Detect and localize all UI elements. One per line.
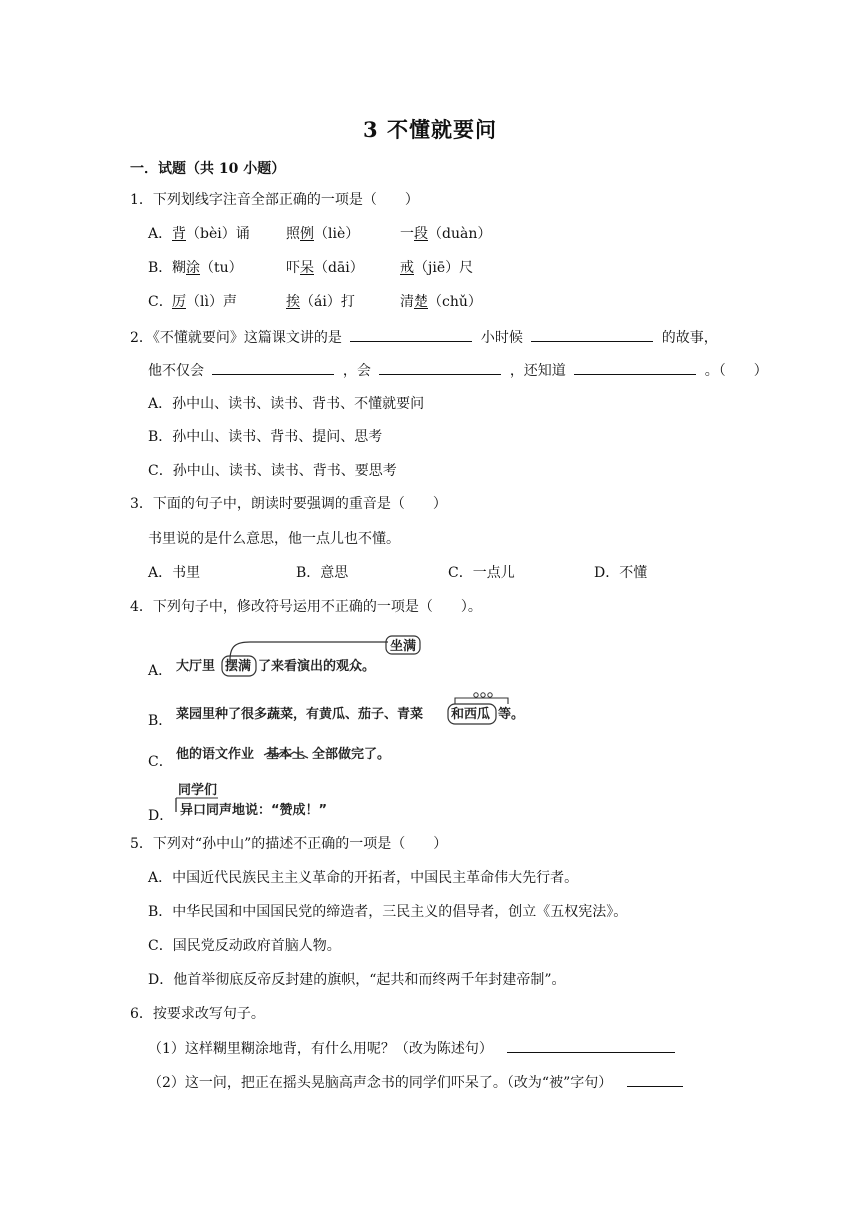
page-title: 3 不懂就要问	[363, 117, 497, 142]
q2-blank-1[interactable]	[350, 327, 472, 342]
q3-option-b[interactable]: B．意思	[296, 565, 349, 581]
q4-option-c-letter[interactable]: C．	[148, 754, 173, 770]
q2-line1	[130, 327, 718, 348]
word-pinyin: （bèi）诵	[186, 226, 250, 242]
underlined-character: 厉	[172, 294, 186, 310]
q4-a-text-pre: 大厅里	[176, 659, 216, 674]
underlined-character: 段	[414, 226, 428, 242]
q2-option-a[interactable]: A．孙中山、读书、读书、背书、不懂就要问	[148, 396, 425, 412]
q4-option-b-edit-image	[170, 690, 530, 726]
q2-text-g: 。（ ）	[704, 363, 768, 379]
q1-option-a-word-1	[172, 224, 250, 244]
word-pinyin: （lì）声	[186, 294, 237, 310]
q4-d-text: 异口同声地说：“赞成！”	[180, 803, 328, 818]
q4-stem: 4．下列句子中，修改符号运用不正确的一项是（ ）。	[130, 599, 482, 615]
q6-answer-blank-1[interactable]	[507, 1038, 675, 1053]
q2-blank-4[interactable]	[379, 360, 501, 375]
q2-blank-2[interactable]	[531, 327, 653, 342]
word-pinyin: （tu）	[200, 260, 243, 276]
q2-text-e: ，会	[342, 363, 371, 379]
q5-option-d[interactable]: D．他首举彻底反帝反封建的旗帜，“起共和而终两千年封建帝制”。	[148, 972, 566, 988]
q5-option-c[interactable]: C．国民党反动政府首脑人物。	[148, 938, 341, 954]
q6-item-1-text: （1）这样糊里糊涂地背，有什么用呢？（改为陈述句）	[148, 1041, 493, 1057]
q1-option-c-word-3	[400, 292, 482, 312]
q4-option-d-letter[interactable]: D．	[148, 808, 174, 824]
q5-stem: 5．下列对“孙中山”的描述不正确的一项是（ ）	[130, 836, 448, 852]
q4-option-a-letter[interactable]: A．	[148, 663, 173, 679]
q4-c-text-post: 全部做完了。	[312, 747, 391, 762]
q6-answer-blank-2[interactable]	[627, 1072, 683, 1087]
q4-b-post-text: 等。	[498, 707, 525, 722]
section-heading: 一．试题（共 10 小题）	[130, 161, 286, 177]
q5-option-a[interactable]: A．中国近代民族民主主义革命的开拓者，中国民主革命伟大先行者。	[148, 870, 579, 886]
q3-stem: 3．下面的句子中，朗读时要强调的重音是（ ）	[130, 496, 447, 512]
word-prefix: 照	[286, 226, 300, 242]
word-pinyin: （dāi）	[314, 260, 364, 276]
q6-stem: 6．按要求改写句子。	[130, 1006, 265, 1022]
q4-a-text-post: 了来看演出的观众。	[258, 659, 376, 674]
underlined-character: 例	[300, 226, 314, 242]
q4-a-boxed-text: 摆满	[225, 659, 252, 674]
q2-text-c: 的故事，	[661, 330, 718, 346]
q6-item-2	[148, 1072, 687, 1093]
word-pinyin: （duàn）	[428, 226, 492, 242]
q2-text-b: 小时候	[480, 330, 523, 346]
q1-option-b-word-1	[172, 258, 243, 278]
underlined-character: 挨	[286, 294, 300, 310]
q2-option-b[interactable]: B．孙中山、读书、背书、提问、思考	[148, 429, 383, 445]
q1-option-a-word-3	[400, 224, 491, 244]
q2-blank-5[interactable]	[574, 360, 696, 375]
q4-a-insert-text: 坐满	[390, 639, 417, 654]
underlined-character: 戒	[400, 260, 414, 276]
q4-option-c-edit-image	[170, 738, 410, 768]
q4-c-text-pre: 他的语文作业	[176, 747, 255, 762]
q1-option-b-word-3	[400, 258, 473, 278]
q3-option-a[interactable]: A．书里	[148, 565, 201, 581]
q1-stem: 1．下列划线字注音全部正确的一项是（ ）	[130, 192, 419, 208]
q4-option-b-letter[interactable]: B．	[148, 713, 173, 729]
q1-option-c-letter[interactable]: C．	[148, 294, 173, 310]
q3-option-c[interactable]: C．一点儿	[448, 565, 515, 581]
q2-text-d: 他不仅会	[148, 363, 204, 379]
q4-b-text: 菜园里种了很多蔬菜，有黄瓜、茄子、青菜	[176, 707, 424, 722]
q4-option-a-edit-image	[170, 632, 430, 680]
q2-option-c[interactable]: C．孙中山、读书、读书、背书、要思考	[148, 463, 397, 479]
underlined-character: 背	[172, 226, 186, 242]
underlined-character: 呆	[300, 260, 314, 276]
q5-option-b[interactable]: B．中华民国和中国国民党的缔造者，三民主义的倡导者，创立《五权宪法》。	[148, 904, 628, 920]
q3-sentence: 书里说的是什么意思，他一点儿也不懂。	[148, 531, 400, 547]
q2-text-f: ，还知道	[509, 363, 566, 379]
q1-option-c-word-2	[286, 292, 355, 312]
word-prefix: 一	[400, 226, 414, 242]
word-prefix: 清	[400, 294, 414, 310]
underlined-character: 涂	[186, 260, 200, 276]
word-pinyin: （ái）打	[300, 294, 355, 310]
word-pinyin: （jiē）尺	[414, 260, 474, 276]
word-prefix: 吓	[286, 260, 300, 276]
word-pinyin: （chǔ）	[428, 294, 482, 310]
q3-option-d[interactable]: D．不懂	[594, 565, 648, 581]
q4-b-boxed-text: 和西瓜	[451, 707, 491, 722]
word-prefix: 糊	[172, 260, 186, 276]
q6-item-2-text: （2）这一问，把正在摇头晃脑高声念书的同学们吓呆了。（改为“被”字句）	[148, 1075, 613, 1091]
q1-option-b-letter[interactable]: B．	[148, 260, 173, 276]
q6-item-1	[148, 1038, 679, 1059]
q1-option-a-word-2	[286, 224, 359, 244]
q1-option-c-word-1	[172, 292, 237, 312]
q2-line2	[148, 360, 768, 381]
word-pinyin: （liè）	[314, 226, 360, 242]
q2-text-a: 2．《不懂就要问》这篇课文讲的是	[130, 330, 342, 346]
q4-d-insert-text: 同学们	[178, 783, 218, 798]
underlined-character: 楚	[414, 294, 428, 310]
q1-option-a-letter[interactable]: A．	[148, 226, 173, 242]
q1-option-b-word-2	[286, 258, 364, 278]
q4-c-struck-text: 基本上	[266, 747, 306, 762]
q4-option-d-edit-image	[170, 778, 390, 822]
q2-blank-3[interactable]	[212, 360, 334, 375]
